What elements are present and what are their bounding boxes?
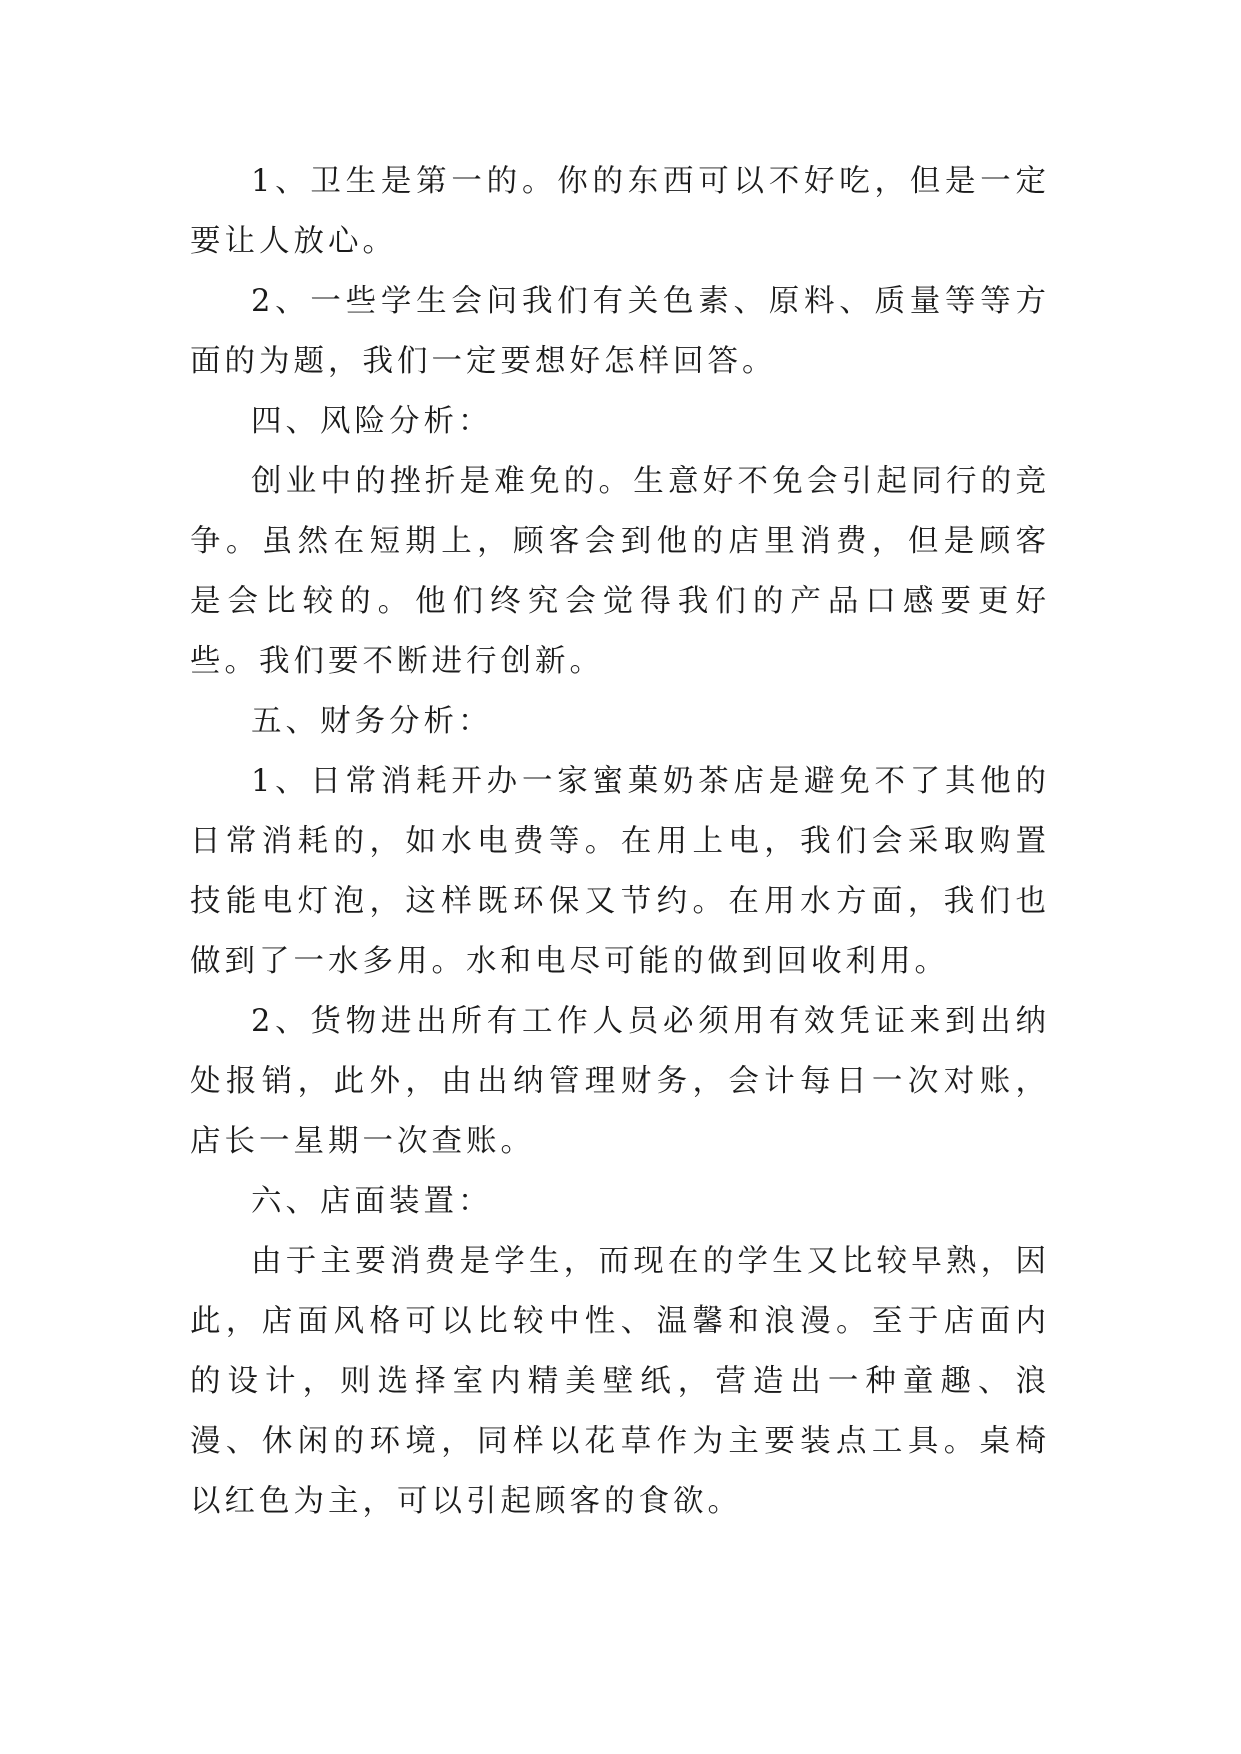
paragraph-student-questions: 2、一些学生会问我们有关色素、原料、质量等等方面的为题，我们一定要想好怎样回答。	[190, 284, 1050, 379]
paragraph-risk: 创业中的挫折是难免的。生意好不免会引起同行的竞争。虽然在短期上，顾客会到他的店里消费，但是顾客是会比较的。他们终究会觉得我们的产品口感要更好些。我们要不断进行创新。	[190, 464, 1050, 679]
heading-risk-analysis: 四、风险分析：	[251, 404, 493, 439]
document-body	[190, 152, 1050, 1532]
heading-financial-analysis: 五、财务分析：	[251, 704, 493, 739]
paragraph-reimbursement: 2、货物进出所有工作人员必须用有效凭证来到出纳处报销，此外，由出纳管理财务，会计每日一次对账，店长一星期一次查账。	[190, 1004, 1050, 1159]
heading-store-decoration: 六、店面装置：	[251, 1184, 493, 1219]
paragraph-hygiene: 1、卫生是第一的。你的东西可以不好吃，但是一定要让人放心。	[190, 164, 1050, 259]
paragraph-daily-consumption: 1、日常消耗开办一家蜜菓奶茶店是避免不了其他的日常消耗的，如水电费等。在用上电，我们会采取购置技能电灯泡，这样既环保又节约。在用水方面，我们也做到了一水多用。水和电尽可能的做到回收利用。	[190, 764, 1050, 979]
paragraph-store-style: 由于主要消费是学生，而现在的学生又比较早熟，因此，店面风格可以比较中性、温馨和浪漫。至于店面内的设计，则选择室内精美壁纸，营造出一种童趣、浪漫、休闲的环境，同样以花草作为主要装点工具。桌椅以红色为主，可以引起顾客的食欲。	[190, 1244, 1050, 1519]
